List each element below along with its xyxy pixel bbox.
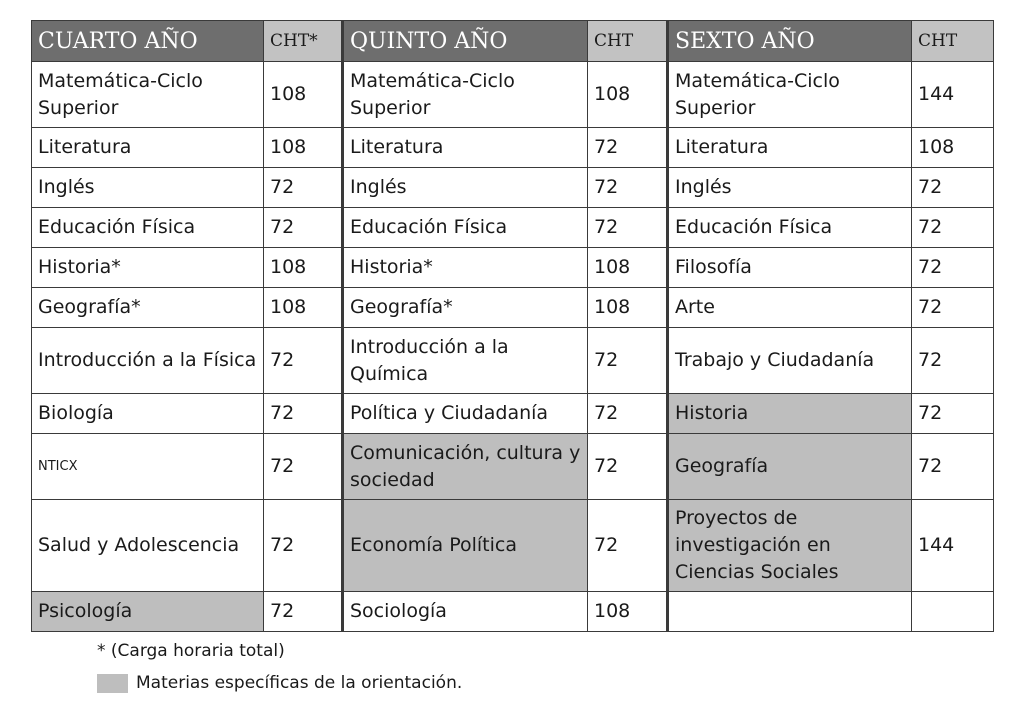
- course-sexto: Filosofía: [668, 248, 912, 288]
- course-sexto: Literatura: [668, 128, 912, 168]
- course-quinto: Introducción a la Química: [343, 328, 588, 394]
- cht-sexto: 72: [912, 394, 994, 434]
- table-row: [32, 328, 994, 394]
- course-sexto: Trabajo y Ciudadanía: [668, 328, 912, 394]
- course-cuarto: Salud y Adolescencia: [32, 500, 264, 592]
- course-sexto: Matemática-Ciclo Superior: [668, 62, 912, 128]
- table-row: [32, 592, 994, 632]
- cht-sexto: 72: [912, 208, 994, 248]
- cht-cuarto: 72: [264, 500, 343, 592]
- table-body: [32, 62, 994, 632]
- cht-cuarto: 108: [264, 288, 343, 328]
- course-cuarto: Educación Física: [32, 208, 264, 248]
- header-sexto-ano: SEXTO AÑO: [668, 21, 912, 62]
- course-quinto: Matemática-Ciclo Superior: [343, 62, 588, 128]
- course-quinto: Educación Física: [343, 208, 588, 248]
- course-quinto: Historia*: [343, 248, 588, 288]
- header-quinto-ano: QUINTO AÑO: [343, 21, 588, 62]
- legend-shade-label: Materias específicas de la orientación.: [136, 673, 463, 693]
- header-cuarto-ano: CUARTO AÑO: [32, 21, 264, 62]
- cht-quinto: 72: [588, 128, 668, 168]
- cht-quinto: 72: [588, 328, 668, 394]
- cht-cuarto: 72: [264, 592, 343, 632]
- cht-sexto: [912, 592, 994, 632]
- course-sexto: Arte: [668, 288, 912, 328]
- table-row: [32, 128, 994, 168]
- cht-quinto: 72: [588, 208, 668, 248]
- course-sexto: Inglés: [668, 168, 912, 208]
- course-cuarto: Introducción a la Física: [32, 328, 264, 394]
- course-cuarto: Literatura: [32, 128, 264, 168]
- cht-cuarto: 72: [264, 168, 343, 208]
- cht-sexto: 144: [912, 500, 994, 592]
- cht-cuarto: 72: [264, 208, 343, 248]
- table-row: [32, 62, 994, 128]
- course-quinto: Política y Ciudadanía: [343, 394, 588, 434]
- cht-sexto: 108: [912, 128, 994, 168]
- course-sexto: Educación Física: [668, 208, 912, 248]
- table-row: [32, 434, 994, 500]
- course-quinto: Sociología: [343, 592, 588, 632]
- legend-swatch: [97, 674, 128, 693]
- course-cuarto: NTICX: [32, 434, 264, 500]
- course-sexto: Proyectos de investigación en Ciencias Sociales: [668, 500, 912, 592]
- course-quinto: Economía Política: [343, 500, 588, 592]
- header-sexto-cht: CHT: [912, 21, 994, 62]
- course-cuarto: Historia*: [32, 248, 264, 288]
- table-row: [32, 394, 994, 434]
- cht-quinto: 72: [588, 168, 668, 208]
- cht-quinto: 72: [588, 394, 668, 434]
- header-cuarto-cht: CHT*: [264, 21, 343, 62]
- table-row: [32, 288, 994, 328]
- header-quinto-cht: CHT: [588, 21, 668, 62]
- cht-cuarto: 72: [264, 434, 343, 500]
- course-sexto: Historia: [668, 394, 912, 434]
- course-quinto: Comunicación, cultura y sociedad: [343, 434, 588, 500]
- course-cuarto: Geografía*: [32, 288, 264, 328]
- cht-quinto: 108: [588, 248, 668, 288]
- course-cuarto: Biología: [32, 394, 264, 434]
- table-row: [32, 500, 994, 592]
- cht-quinto: 72: [588, 500, 668, 592]
- course-quinto: Inglés: [343, 168, 588, 208]
- cht-sexto: 144: [912, 62, 994, 128]
- cht-sexto: 72: [912, 248, 994, 288]
- legend-note: * (Carga horaria total): [97, 641, 285, 661]
- cht-cuarto: 72: [264, 328, 343, 394]
- table-row: [32, 208, 994, 248]
- cht-quinto: 108: [588, 62, 668, 128]
- cht-sexto: 72: [912, 288, 994, 328]
- course-cuarto: Inglés: [32, 168, 264, 208]
- cht-cuarto: 72: [264, 394, 343, 434]
- course-cuarto: Psicología: [32, 592, 264, 632]
- cht-sexto: 72: [912, 168, 994, 208]
- course-quinto: Geografía*: [343, 288, 588, 328]
- course-sexto: [668, 592, 912, 632]
- cht-sexto: 72: [912, 328, 994, 394]
- course-quinto: Literatura: [343, 128, 588, 168]
- cht-cuarto: 108: [264, 248, 343, 288]
- header-row: [32, 21, 994, 62]
- cht-sexto: 72: [912, 434, 994, 500]
- course-cuarto: Matemática-Ciclo Superior: [32, 62, 264, 128]
- cht-quinto: 108: [588, 288, 668, 328]
- curriculum-table: [31, 20, 994, 632]
- cht-quinto: 108: [588, 592, 668, 632]
- table-row: [32, 168, 994, 208]
- cht-cuarto: 108: [264, 128, 343, 168]
- course-sexto: Geografía: [668, 434, 912, 500]
- table-row: [32, 248, 994, 288]
- cht-quinto: 72: [588, 434, 668, 500]
- cht-cuarto: 108: [264, 62, 343, 128]
- legend-shade: [97, 673, 462, 693]
